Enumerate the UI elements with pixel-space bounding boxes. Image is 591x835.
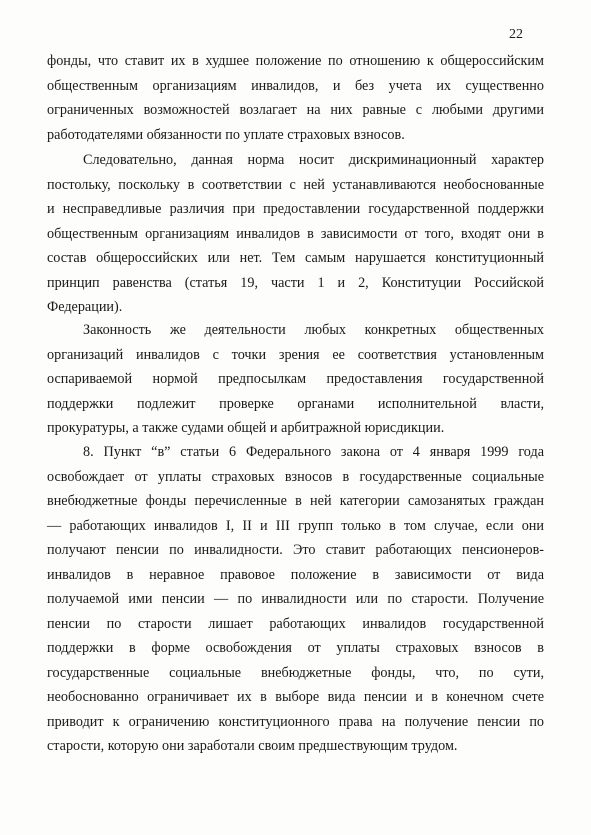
text-line: приводит к ограничению конституционного права на получение пенсии по (47, 713, 544, 730)
text-line: оспариваемой нормой предпосылкам предоставления государственной (47, 371, 544, 387)
text-line: поддержки подлежит проверке органами исполнительной власти, (47, 395, 544, 412)
paragraph-2 (47, 148, 544, 320)
text-line: — работающих инвалидов I, II и III групп только в том случае, если они (47, 517, 544, 534)
text-line: старости, которую они заработали своим предшествующим трудом. (47, 738, 458, 754)
text-line: получают пенсии по инвалидности. Это ставит работающих пенсионеров- (47, 542, 544, 558)
text-line: ограниченных возможностей возлагает на них равные с любыми другими (47, 102, 544, 118)
text-line: Законность же деятельности любых конкретных общественных (83, 322, 544, 338)
text-line: принцип равенства (статья 19, части 1 и 2, Конституции Российской (47, 274, 544, 291)
text-line: постольку, поскольку в соответствии с ней устанавливаются необоснованные (47, 176, 544, 193)
text-line: фонды, что ставит их в худшее положение по отношению к общероссийским (47, 53, 544, 69)
text-line: необоснованно ограничивает их в выборе вида пенсии и в конечном счете (47, 689, 544, 705)
text-line: пенсии по старости лишает работающих инвалидов государственной (47, 615, 544, 632)
page-number: 22 (509, 27, 523, 42)
text-line: поддержки в форме освобождения от уплаты страховых взносов в (47, 640, 544, 656)
paragraph-4 (47, 440, 544, 759)
text-line: Следовательно, данная норма носит дискриминационный характер (83, 152, 544, 168)
text-line: работодателями обязанности по уплате страховых взносов. (47, 126, 405, 143)
body-text (47, 318, 544, 452)
text-line: состав общероссийских или нет. Тем самым нарушается конституционный (47, 250, 544, 266)
text-line: организаций инвалидов с точки зрения ее соответствия установленным (47, 346, 544, 363)
body-text (47, 49, 544, 158)
text-line: внебюджетные фонды перечисленные в ней категории самозанятых граждан (47, 493, 544, 509)
body-text (47, 440, 544, 770)
text-line: государственные социальные внебюджетные фонды, что, по сути, (47, 664, 544, 681)
text-line: освобождает от уплаты страховых взносов в государственные социальные (47, 468, 544, 485)
text-line: прокуратуры, а также судами общей и арбитражной юрисдикции. (47, 420, 445, 436)
text-line: и несправедливые различия при предоставлении государственной поддержки (47, 201, 544, 217)
text-line: получаемой ими пенсии — по инвалидности или по старости. Получение (47, 591, 544, 607)
text-line: Федерации). (47, 299, 123, 315)
text-line: общественным организациям инвалидов в зависимости от того, входят они в (47, 225, 544, 242)
text-line: инвалидов в неравное правовое положение в зависимости от вида (47, 566, 544, 583)
text-line: общественным организациям инвалидов, и без учета их существенно (47, 77, 544, 94)
paragraph-1 (47, 49, 544, 147)
body-text (47, 148, 544, 331)
text-line: 8. Пункт “в” статьи 6 Федерального закона от 4 января 1999 года (83, 444, 544, 460)
paragraph-3 (47, 318, 544, 441)
